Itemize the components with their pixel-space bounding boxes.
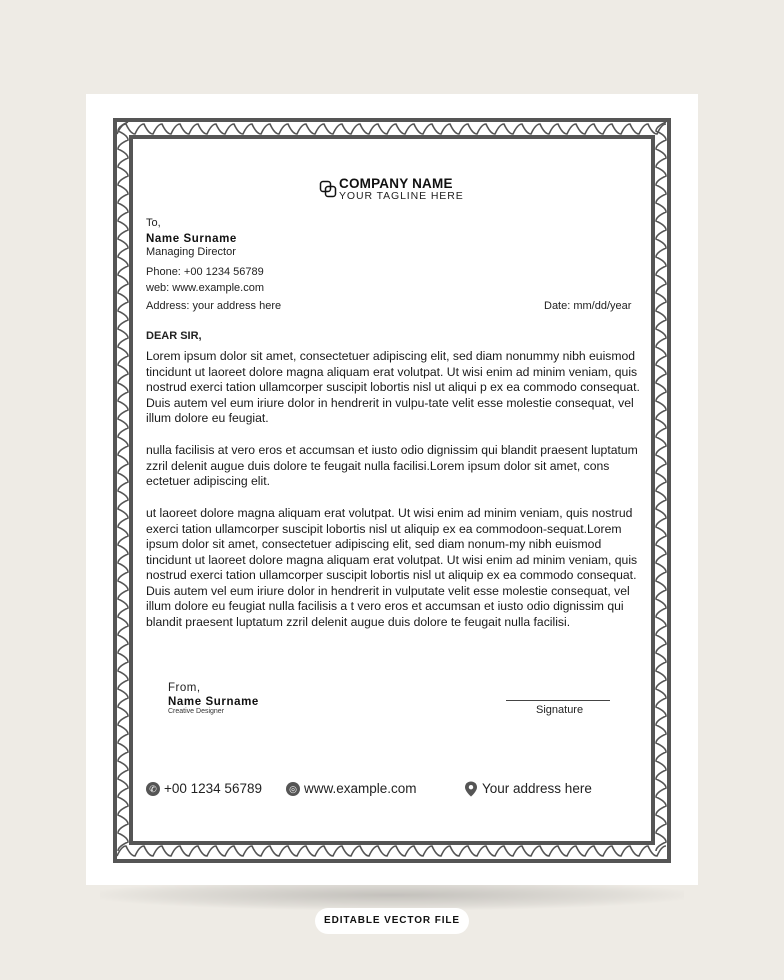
from-label: From, (168, 682, 201, 694)
company-tagline: YOUR TAGLINE HERE (339, 190, 464, 202)
recipient-name: Name Surname (146, 233, 237, 245)
sender-title: Creative Designer (168, 708, 225, 715)
phone-icon: ✆ (146, 782, 160, 796)
recipient-title: Managing Director (146, 246, 236, 258)
letter-date: Date: mm/dd/year (544, 300, 632, 312)
globe-icon: ◎ (286, 782, 300, 796)
recipient-address: Address: your address here (146, 300, 282, 312)
recipient-web: web: www.example.com (146, 282, 264, 294)
body-paragraph-2: nulla facilisis at vero eros et accumsan et iusto odio dignissim qui blandit praesent luptatum zzril delenit augue duis dolore te feugait nulla facilisi.Lorem ipsum dolor sit amet, cons ectetuer adipiscing elit. (146, 443, 638, 488)
company-name: COMPANY NAME (339, 176, 453, 191)
company-logo-icon (319, 180, 337, 198)
location-pin-icon (464, 781, 478, 797)
editable-vector-badge: EDITABLE VECTOR FILE (315, 908, 469, 934)
body-paragraph-1: Lorem ipsum dolor sit amet, consectetuer adipiscing elit, sed diam nonummy nibh euismod tincidunt ut laoreet dolore magna aliquam erat volutpat. Ut wisi enim ad minim veniam, quis nostrud exerci tation ullamcorper suscipit lobortis nisl ut aliqui p ex ea commodo consequat. Duis autem vel eum iriure dolor in hendrerit in vulpu-tate velit esse molestie consequat, vel illum dolore eu feugiat. (146, 349, 640, 425)
footer-phone: +00 1234 56789 (164, 781, 262, 796)
decorative-border (86, 94, 698, 885)
footer-website: www.example.com (304, 781, 417, 796)
recipient-phone: Phone: +00 1234 56789 (146, 266, 264, 278)
letterhead-sheet (86, 94, 698, 885)
footer-address: Your address here (482, 781, 592, 796)
salutation: DEAR SIR, (146, 330, 202, 342)
border-wave (656, 122, 666, 851)
sender-name: Name Surname (168, 696, 259, 708)
signature-line (506, 700, 610, 701)
to-label: To, (146, 217, 161, 229)
body-paragraph-3: ut laoreet dolore magna aliquam erat volutpat. Ut wisi enim ad minim veniam, quis nostrud exerci tation ullamcorper suscipit lobortis nisl ut aliquip ex ea commodoon-sequat.Lorem ipsum dolor sit amet, consectetuer adipiscing elit, sed diam nonum-my nibh euismod tincidunt ut laoreet dolore magna aliquam erat volutpat. Ut wisi enim ad minim veniam, quis nostrud exerci tation ullamcorper suscipit lobortis nisl ut aliquip ex ea commodo consequat. Duis autem vel eum iriure dolor in hendrerit in vulputate velit esse molestie consequat, vel illum dolore eu feugiat nulla facilisis a t vero eros et accumsan et iusto odio dignissim qui blandit praesent luptatum zzril delenit augue duis dolore te feugait nulla facilisi. (146, 506, 638, 629)
signature-label: Signature (536, 704, 584, 716)
border-wave (117, 124, 666, 134)
border-wave (118, 122, 128, 851)
border-wave (117, 846, 666, 856)
